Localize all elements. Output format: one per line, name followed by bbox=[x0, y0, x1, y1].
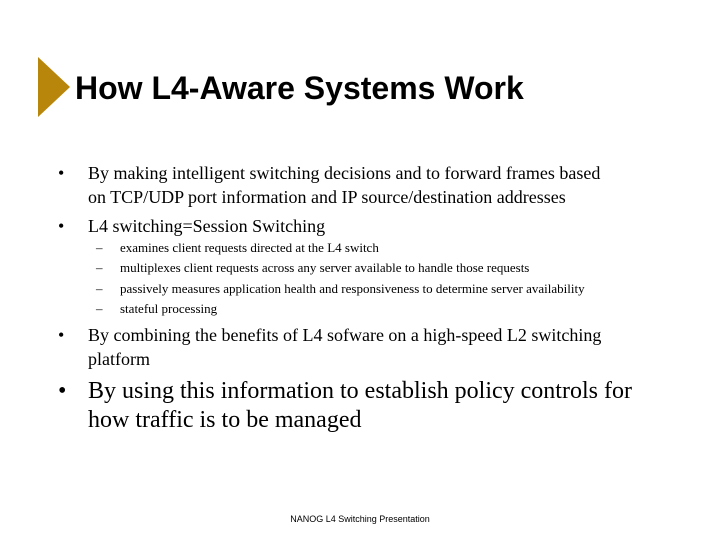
bullet-text bbox=[88, 377, 632, 435]
slide-title: How L4-Aware Systems Work bbox=[75, 70, 524, 106]
dash-icon: – bbox=[96, 301, 103, 316]
bullet-dot-icon: • bbox=[58, 378, 67, 404]
sub-bullet-text: stateful processing bbox=[120, 301, 218, 316]
sub-bullet-text: passively measures application health and responsiveness to determine server availability bbox=[120, 281, 585, 296]
bullet-dot-icon: • bbox=[58, 216, 65, 236]
bullet-text bbox=[88, 161, 600, 209]
bullet-line: By making intelligent switching decisions and to forward frames based bbox=[88, 163, 601, 183]
bullet-line: platform bbox=[88, 349, 150, 369]
dash-icon: – bbox=[96, 260, 103, 275]
slide-footer: NANOG L4 Switching Presentation bbox=[290, 514, 430, 524]
sub-bullet-text: multiplexes client requests across any server available to handle those requests bbox=[120, 260, 530, 275]
dash-icon: – bbox=[96, 240, 103, 255]
bullet-line: By using this information to establish policy controls for bbox=[88, 378, 632, 404]
bullet-text: L4 switching=Session Switching bbox=[88, 216, 326, 236]
dash-icon: – bbox=[96, 281, 103, 296]
bullet-dot-icon: • bbox=[58, 163, 65, 183]
title-marker-icon bbox=[38, 57, 70, 117]
bullet-text bbox=[88, 323, 601, 371]
bullet-line: By combining the benefits of L4 sofware on a high-speed L2 switching bbox=[88, 325, 602, 345]
bullet-dot-icon: • bbox=[58, 325, 65, 345]
bullet-line: on TCP/UDP port information and IP source/destination addresses bbox=[88, 187, 566, 207]
sub-bullet-text: examines client requests directed at the L4 switch bbox=[120, 240, 379, 255]
bullet-line: how traffic is to be managed bbox=[88, 407, 362, 433]
